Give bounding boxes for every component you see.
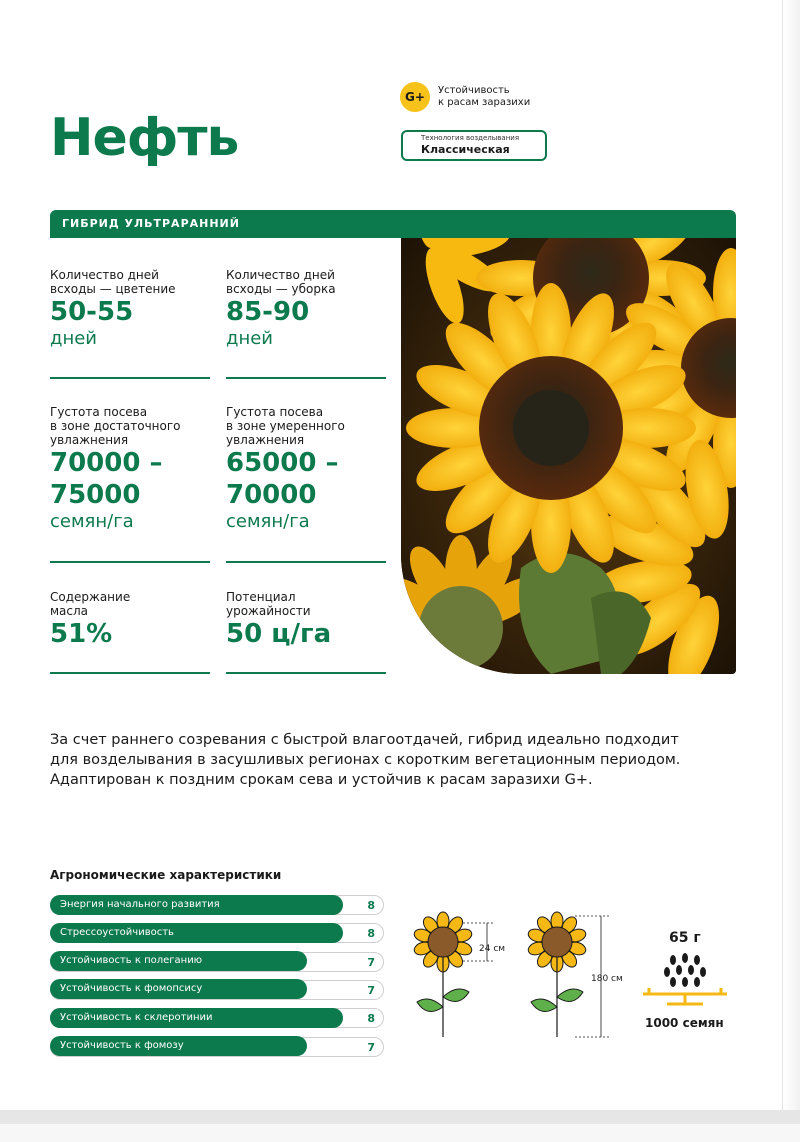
agronomic-bar-fill: [50, 979, 307, 999]
agronomic-bar-label: Устойчивость к склеротинии: [60, 1011, 213, 1023]
agronomic-bar-row: [50, 980, 384, 1000]
technology-box: [401, 130, 547, 161]
height-label: 180 см: [591, 974, 623, 984]
hybrid-type-header: ГИБРИД УЛЬТРАРАННИЙ: [50, 210, 736, 238]
agronomic-bar-label: Устойчивость к полеганию: [60, 955, 203, 967]
agronomic-title: Агрономические характеристики: [50, 868, 282, 882]
agronomic-bar-label: Устойчивость к фомозу: [60, 1040, 184, 1051]
badge-line-2: к расам заразихи: [438, 97, 531, 108]
sunflower-photo: [401, 238, 736, 674]
agronomic-bar-fill: [50, 1036, 307, 1056]
plant-diagram: [405, 910, 745, 1050]
head-size-label: 24 см: [479, 944, 506, 954]
agronomic-bar-row: [50, 1008, 384, 1028]
divider: [226, 561, 386, 563]
agronomic-bar-value: 8: [367, 927, 375, 941]
agronomic-bar-fill: [50, 1008, 343, 1028]
agronomic-bar-label: Устойчивость к фомопсису: [60, 983, 203, 995]
stat-yield: Потенциал урожайности 50 ц/га: [226, 590, 386, 650]
agronomic-bar-fill: [50, 951, 307, 971]
stat-density-moderate: Густота посева в зоне умеренного увлажнения 65000 – 70000 семян/га: [226, 405, 345, 532]
page-footer-strip: [0, 1124, 800, 1142]
stat-bloom-value: 50-55: [50, 297, 134, 327]
scale-icon: [643, 988, 727, 1004]
thousand-weight: 65 г: [669, 930, 701, 946]
description: За счет раннего созревания с быстрой влагоотдачей, гибрид идеально подходит для возделывания в засушливых регионах с коротким вегетационным периодом. Адаптирован к поздним срокам сева и устойчив к расам заразихи G+.: [50, 732, 681, 788]
resistance-badge: [400, 82, 530, 112]
technology-label: Технология возделывания: [421, 134, 520, 142]
agronomic-bar-label: Стрессоустойчивость: [60, 926, 174, 938]
seeds-icon: [664, 953, 706, 987]
technology-value: Классическая: [421, 143, 510, 156]
product-title: Нефть: [50, 108, 239, 168]
divider: [226, 672, 386, 674]
stat-oil: Содержание масла 51%: [50, 590, 210, 650]
agronomic-bar-fill: [50, 923, 343, 943]
agronomic-bar-value: 7: [367, 1040, 375, 1054]
agronomic-bar-row: [50, 952, 384, 972]
stat-harvest-value: 85-90: [226, 297, 310, 327]
divider: [50, 561, 210, 563]
stat-oil-value: 51%: [50, 619, 113, 649]
sunflower-plant-icon: [527, 912, 588, 1037]
stat-yield-value: 50 ц/га: [226, 619, 332, 649]
agronomic-bar-label: Энергия начального развития: [60, 898, 220, 910]
agronomic-bar-row: [50, 923, 384, 943]
stat-harvest: Количество дней всходы — уборка 85-90 дней: [226, 268, 386, 350]
stat-bloom: Количество дней всходы — цветение 50-55 дней: [50, 268, 210, 350]
seeds-count-label: 1000 семян: [645, 1016, 724, 1030]
agronomic-bar-row: [50, 895, 384, 915]
divider: [226, 377, 386, 379]
g-plus-icon: G+: [400, 82, 430, 112]
sunflower-plant-icon: [413, 912, 474, 1037]
stat-density-sufficient: Густота посева в зоне достаточного увлажнения 70000 – 75000 семян/га: [50, 405, 181, 532]
badge-line-1: Устойчивость: [438, 85, 510, 96]
agronomic-bar-value: 8: [367, 1012, 375, 1026]
divider: [50, 377, 210, 379]
agronomic-bar-value: 7: [367, 983, 375, 997]
page-footer-bar: [0, 1110, 800, 1124]
agronomic-bar-row: [50, 1037, 384, 1057]
page-edge: [782, 0, 800, 1142]
agronomic-bar-fill: [50, 895, 343, 915]
divider: [50, 672, 210, 674]
agronomic-bar-value: 7: [367, 955, 375, 969]
agronomic-bar-value: 8: [367, 899, 375, 912]
